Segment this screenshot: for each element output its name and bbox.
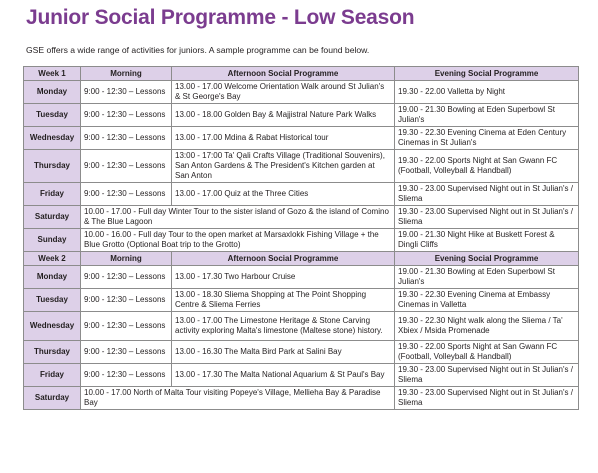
morning-cell: 9:00 - 12:30 – Lessons	[81, 312, 172, 341]
table-row	[24, 150, 579, 183]
afternoon-cell: 13:00 - 17:00 Ta' Qali Crafts Village (Traditional Souvenirs), San Anton Gardens & The President's Kitchen garden at San Anton	[172, 150, 395, 183]
morning-cell: 9:00 - 12:30 – Lessons	[81, 183, 172, 206]
table-row	[24, 206, 579, 229]
afternoon-cell: 13.00 - 16.30 The Malta Bird Park at Salini Bay	[172, 341, 395, 364]
week-label: Week 1	[24, 67, 81, 81]
evening-cell: 19.30 - 22.00 Sports Night at San Gwann FC (Football, Volleyball & Handball)	[395, 150, 579, 183]
day-cell: Saturday	[24, 387, 81, 410]
table-row	[24, 364, 579, 387]
day-cell: Saturday	[24, 206, 81, 229]
evening-cell: 19.30 - 23.00 Supervised Night out in St Julian's / Sliema	[395, 364, 579, 387]
page-title: Junior Social Programme - Low Season	[26, 6, 415, 29]
day-cell: Monday	[24, 266, 81, 289]
afternoon-cell: 13.00 - 17.30 The Malta National Aquarium & St Paul's Bay	[172, 364, 395, 387]
table-row	[24, 183, 579, 206]
morning-cell: 9:00 - 12:30 – Lessons	[81, 150, 172, 183]
afternoon-cell: 13.00 - 17.00 Welcome Orientation Walk around St Julian's & St George's Bay	[172, 81, 395, 104]
morning-cell: 9:00 - 12:30 – Lessons	[81, 104, 172, 127]
table-row	[24, 312, 579, 341]
table-row	[24, 104, 579, 127]
page-subtitle: GSE offers a wide range of activities for juniors. A sample programme can be found below.	[26, 45, 370, 55]
afternoon-header: Afternoon Social Programme	[172, 252, 395, 266]
table-row	[24, 289, 579, 312]
day-cell: Thursday	[24, 150, 81, 183]
week-header-row	[24, 252, 579, 266]
morning-header: Morning	[81, 252, 172, 266]
morning-cell: 9:00 - 12:30 – Lessons	[81, 341, 172, 364]
evening-cell: 19.30 - 22.00 Valletta by Night	[395, 81, 579, 104]
table-row	[24, 127, 579, 150]
evening-header: Evening Social Programme	[395, 252, 579, 266]
full-day-activity-cell: 10.00 - 16.00 - Full day Tour to the open market at Marsaxlokk Fishing Village + the Blue Grotto (Optional Boat trip to the Grotto)	[81, 229, 395, 252]
evening-cell: 19.00 - 21.30 Night Hike at Buskett Forest & Dingli Cliffs	[395, 229, 579, 252]
evening-cell: 19.30 - 23.00 Supervised Night out in St Julian's / Sliema	[395, 183, 579, 206]
day-cell: Thursday	[24, 341, 81, 364]
afternoon-cell: 13.00 - 17.00 Quiz at the Three Cities	[172, 183, 395, 206]
afternoon-cell: 13.00 - 18.30 Sliema Shopping at The Point Shopping Centre & Sliema Ferries	[172, 289, 395, 312]
morning-cell: 9:00 - 12:30 – Lessons	[81, 81, 172, 104]
evening-cell: 19.00 - 21.30 Bowling at Eden Superbowl St Julian's	[395, 266, 579, 289]
table-row	[24, 387, 579, 410]
afternoon-cell: 13.00 - 17.00 The Limestone Heritage & Stone Carving activity exploring Malta's limestone (Maltese stone) history.	[172, 312, 395, 341]
day-cell: Sunday	[24, 229, 81, 252]
evening-cell: 19.00 - 21.30 Bowling at Eden Superbowl St Julian's	[395, 104, 579, 127]
evening-cell: 19.30 - 23.00 Supervised Night out in St Julian's / Sliema	[395, 387, 579, 410]
morning-cell: 9:00 - 12:30 – Lessons	[81, 364, 172, 387]
morning-cell: 9:00 - 12:30 – Lessons	[81, 289, 172, 312]
week-header-row	[24, 67, 579, 81]
day-cell: Tuesday	[24, 104, 81, 127]
afternoon-cell: 13.00 - 18.00 Golden Bay & Majjistral Nature Park Walks	[172, 104, 395, 127]
programme-table	[23, 66, 579, 410]
full-day-activity-cell: 10.00 - 17.00 North of Malta Tour visiting Popeye's Village, Mellieha Bay & Paradise Bay	[81, 387, 395, 410]
day-cell: Friday	[24, 364, 81, 387]
table-row	[24, 229, 579, 252]
day-cell: Wednesday	[24, 312, 81, 341]
evening-cell: 19.30 - 22.30 Evening Cinema at Embassy Cinemas in Valletta	[395, 289, 579, 312]
afternoon-cell: 13.00 - 17.00 Mdina & Rabat Historical tour	[172, 127, 395, 150]
evening-cell: 19.30 - 22.30 Evening Cinema at Eden Century Cinemas in St Julian's	[395, 127, 579, 150]
table-row	[24, 266, 579, 289]
day-cell: Monday	[24, 81, 81, 104]
morning-cell: 9:00 - 12:30 – Lessons	[81, 127, 172, 150]
table-row	[24, 81, 579, 104]
morning-cell: 9:00 - 12:30 – Lessons	[81, 266, 172, 289]
evening-cell: 19.30 - 22.30 Night walk along the Sliema / Ta' Xbiex / Msida Promenade	[395, 312, 579, 341]
day-cell: Wednesday	[24, 127, 81, 150]
day-cell: Tuesday	[24, 289, 81, 312]
evening-header: Evening Social Programme	[395, 67, 579, 81]
full-day-activity-cell: 10.00 - 17.00 - Full day Winter Tour to the sister island of Gozo & the island of Comino & The Blue Lagoon	[81, 206, 395, 229]
day-cell: Friday	[24, 183, 81, 206]
week-label: Week 2	[24, 252, 81, 266]
morning-header: Morning	[81, 67, 172, 81]
evening-cell: 19.30 - 23.00 Supervised Night out in St Julian's / Sliema	[395, 206, 579, 229]
afternoon-header: Afternoon Social Programme	[172, 67, 395, 81]
evening-cell: 19.30 - 22.00 Sports Night at San Gwann FC (Football, Volleyball & Handball)	[395, 341, 579, 364]
table-row	[24, 341, 579, 364]
afternoon-cell: 13.00 - 17.30 Two Harbour Cruise	[172, 266, 395, 289]
